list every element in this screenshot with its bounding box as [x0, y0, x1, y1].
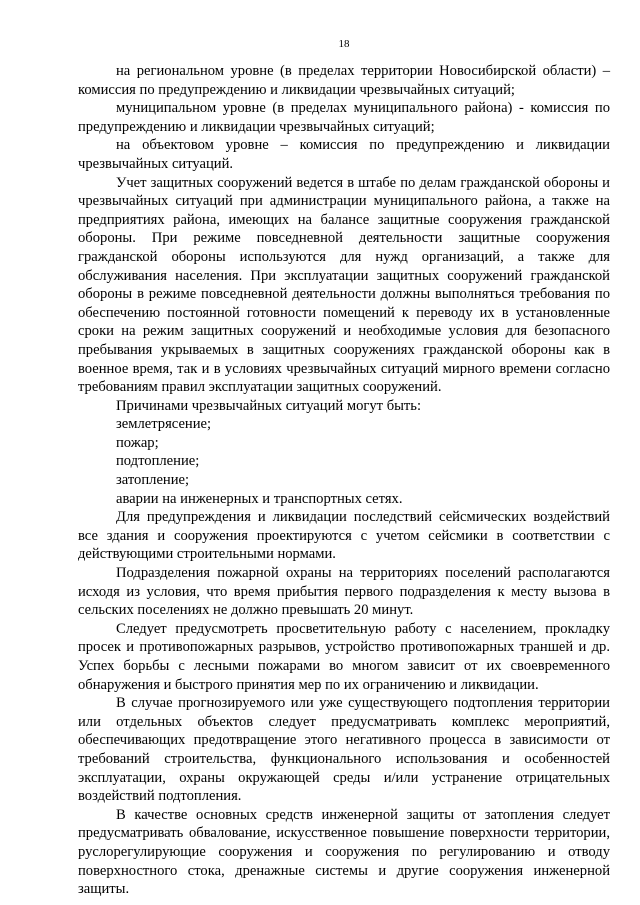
list-item-fire: пожар;	[116, 434, 159, 451]
page-number: 18	[338, 38, 350, 50]
list-item-earthquake: землетрясение;	[116, 416, 212, 433]
list-item-flooding: затопление;	[116, 472, 190, 489]
list-item-waterlogging: подтопление;	[116, 453, 200, 470]
paragraph-fire-units: Подразделения пожарной охраны на территориях поселений располагаются исходя из условия, что время прибытия первого подразделения к месту вызова в сельских поселениях не должно превышать 20 минут.	[78, 565, 610, 619]
paragraph-regional-level: на региональном уровне (в пределах территории Новосибирской области) – комиссия по предупреждению и ликвидации чрезвычайных ситуаций;	[78, 63, 610, 98]
paragraph-flood-protection: В качестве основных средств инженерной защиты от затопления следует предусматривать обвалование, искусственное повышение поверхности территории, руслорегулирующие сооружения и сооружения по регулированию и отводу поверхностного стока, дренажные системы и другие сооружения инженерной защиты.	[78, 806, 610, 898]
paragraph-emergency-causes: Причинами чрезвычайных ситуаций могут быть:	[116, 397, 422, 414]
paragraph-seismic: Для предупреждения и ликвидации последствий сейсмических воздействий все здания и сооружения проектируются с учетом сейсмики в соответствии с действующими строительными нормами.	[78, 509, 610, 563]
paragraph-forest-fires: Следует предусмотреть просветительную работу с населением, прокладку просек и противопожарных разрывов, устройство противопожарных траншей и др. Успех борьбы с лесными пожарами во многом зависит от их своевременного обнаружения и быстрого принятия мер по их ограничению и ликвидации.	[78, 620, 610, 693]
paragraph-waterlogging-measures: В случае прогнозируемого или уже существующего подтопления территории или отдельных объектов следует предусматривать комплекс мероприятий, обеспечивающих предотвращение этого негативного процесса в зависимости от требований строительства, функционального использования и особенностей эксплуатации, охраны окружающей среды и/или устранение отрицательных воздействий подтопления.	[78, 695, 610, 805]
paragraph-object-level: на объектовом уровне – комиссия по предупреждению и ликвидации чрезвычайных ситуаций.	[78, 137, 610, 172]
paragraph-municipal-level: муниципальном уровне (в пределах муниципального района) - комиссия по предупреждению и ликвидации чрезвычайных ситуаций;	[78, 100, 610, 135]
list-item-network-accidents: аварии на инженерных и транспортных сетях.	[116, 490, 403, 507]
document-body	[78, 62, 610, 899]
paragraph-shelters-accounting: Учет защитных сооружений ведется в штабе по делам гражданской обороны и чрезвычайных ситуаций при администрации муниципального района, а также на предприятиях района, имеющих на балансе защитные сооружения гражданской обороны. При режиме повседневной деятельности защитные сооружения гражданской обороны используются для нужд организаций, а также для обслуживания населения. При эксплуатации защитных сооружений гражданской обороны в режиме повседневной деятельности должны выполняться требования по обеспечению постоянной готовности помещений к переводу их в установленные сроки на режим защитных сооружений и необходимые условия для безопасного пребывания укрываемых в защитных сооружениях гражданской обороны как в военное время, так и в условиях чрезвычайных ситуаций мирного времени согласно требованиям правил эксплуатации защитных сооружений.	[78, 174, 610, 396]
